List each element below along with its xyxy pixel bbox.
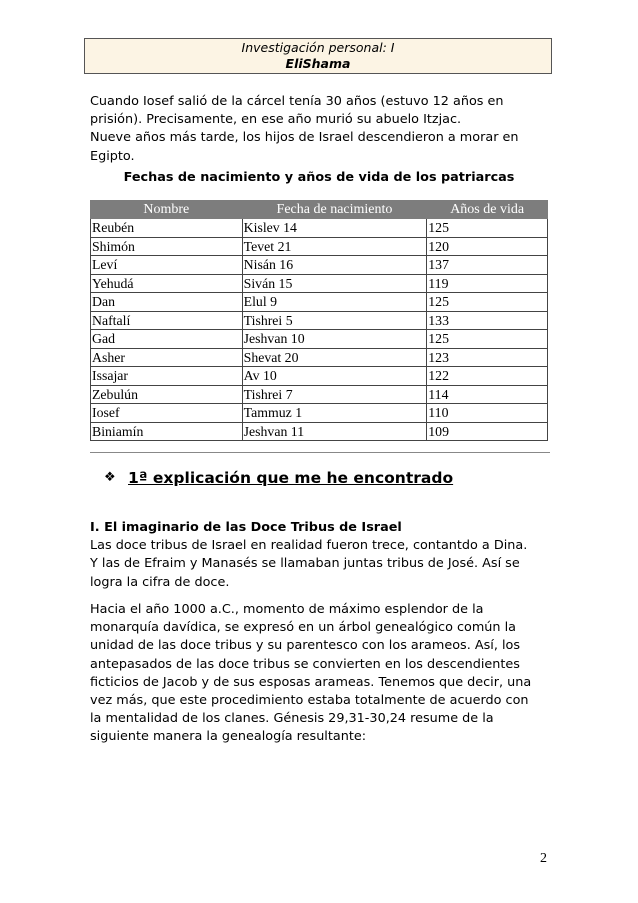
table-row (91, 404, 548, 423)
cell-name: Yehudá (91, 274, 243, 293)
column-header-birthdate: Fecha de nacimiento (242, 201, 427, 219)
table-header-row (91, 201, 548, 219)
paragraph-line: vez más, que este procedimiento estaba totalmente de acuerdo con (90, 693, 529, 709)
intro-line: Egipto. (90, 148, 135, 164)
paragraph-line: monarquía davídica, se expresó en un árbol genealógico común la (90, 620, 516, 636)
cell-years: 133 (427, 311, 548, 330)
cell-name: Gad (91, 330, 243, 349)
cell-name: Issajar (91, 367, 243, 386)
intro-paragraph (90, 93, 560, 166)
intro-line: prisión). Precisamente, en ese año murió su abuelo Itzjac. (90, 112, 462, 128)
cell-years: 110 (427, 404, 548, 423)
paragraph-line: unidad de las doce tribus y su parentesco con los arameos. Así, los (90, 638, 521, 654)
table-row (91, 422, 548, 441)
cell-years: 125 (427, 330, 548, 349)
section-one (90, 519, 560, 592)
cell-birthdate: Elul 9 (242, 293, 427, 312)
cell-name: Naftalí (91, 311, 243, 330)
table-row (91, 348, 548, 367)
cell-birthdate: Tevet 21 (242, 237, 427, 256)
cell-name: Iosef (91, 404, 243, 423)
header-author: EliShama (285, 56, 351, 71)
cell-years: 114 (427, 385, 548, 404)
cell-name: Asher (91, 348, 243, 367)
cell-name: Dan (91, 293, 243, 312)
explanation-heading: 1ª explicación que me he encontrado (128, 469, 454, 487)
cell-birthdate: Tishrei 5 (242, 311, 427, 330)
cell-birthdate: Shevat 20 (242, 348, 427, 367)
section-two-paragraph (90, 601, 560, 747)
cell-years: 137 (427, 256, 548, 275)
table-row (91, 330, 548, 349)
diamond-bullet-icon: ❖ (104, 470, 116, 485)
patriarchs-table (90, 200, 548, 441)
cell-birthdate: Siván 15 (242, 274, 427, 293)
cell-years: 122 (427, 367, 548, 386)
horizontal-divider (90, 452, 550, 453)
cell-name: Zebulún (91, 385, 243, 404)
table-row (91, 274, 548, 293)
cell-years: 109 (427, 422, 548, 441)
intro-line: Nueve años más tarde, los hijos de Israel descendieron a morar en (90, 130, 519, 146)
table-row (91, 237, 548, 256)
table-row (91, 311, 548, 330)
table-row (91, 293, 548, 312)
cell-name: Biniamín (91, 422, 243, 441)
page-header (84, 38, 552, 74)
header-title: Investigación personal: I (241, 40, 395, 55)
table-row (91, 256, 548, 275)
section-title: I. El imaginario de las Doce Tribus de Israel (90, 520, 402, 535)
section-line: logra la cifra de doce. (90, 574, 230, 590)
table-row (91, 219, 548, 238)
cell-birthdate: Jeshvan 10 (242, 330, 427, 349)
paragraph-line: la mentalidad de los clanes. Génesis 29,31-30,24 resume de la (90, 711, 494, 727)
cell-name: Shimón (91, 237, 243, 256)
cell-years: 125 (427, 293, 548, 312)
paragraph-line: siguiente manera la genealogía resultante: (90, 729, 367, 745)
paragraph-line: ficticios de Jacob y de sus esposas arameas. Tenemos que decir, una (90, 674, 532, 690)
column-header-name: Nombre (91, 201, 243, 219)
cell-birthdate: Kislev 14 (242, 219, 427, 238)
column-header-years: Años de vida (427, 201, 548, 219)
cell-name: Reubén (91, 219, 243, 238)
cell-birthdate: Nisán 16 (242, 256, 427, 275)
cell-birthdate: Tammuz 1 (242, 404, 427, 423)
cell-name: Leví (91, 256, 243, 275)
paragraph-line: antepasados de las doce tribus se convierten en los descendientes (90, 656, 520, 672)
cell-years: 119 (427, 274, 548, 293)
table-row (91, 367, 548, 386)
section-line: Las doce tribus de Israel en realidad fueron trece, contantdo a Dina. (90, 538, 528, 554)
cell-birthdate: Tishrei 7 (242, 385, 427, 404)
table-row (91, 385, 548, 404)
section-line: Y las de Efraim y Manasés se llamaban juntas tribus de José. Así se (90, 556, 520, 572)
cell-years: 120 (427, 237, 548, 256)
paragraph-line: Hacia el año 1000 a.C., momento de máximo esplendor de la (90, 602, 484, 617)
page-number: 2 (540, 851, 547, 866)
intro-line: Cuando Iosef salió de la cárcel tenía 30 años (estuvo 12 años en (90, 94, 504, 109)
cell-years: 125 (427, 219, 548, 238)
cell-birthdate: Av 10 (242, 367, 427, 386)
cell-years: 123 (427, 348, 548, 367)
cell-birthdate: Jeshvan 11 (242, 422, 427, 441)
table-heading: Fechas de nacimiento y años de vida de los patriarcas (123, 170, 515, 185)
